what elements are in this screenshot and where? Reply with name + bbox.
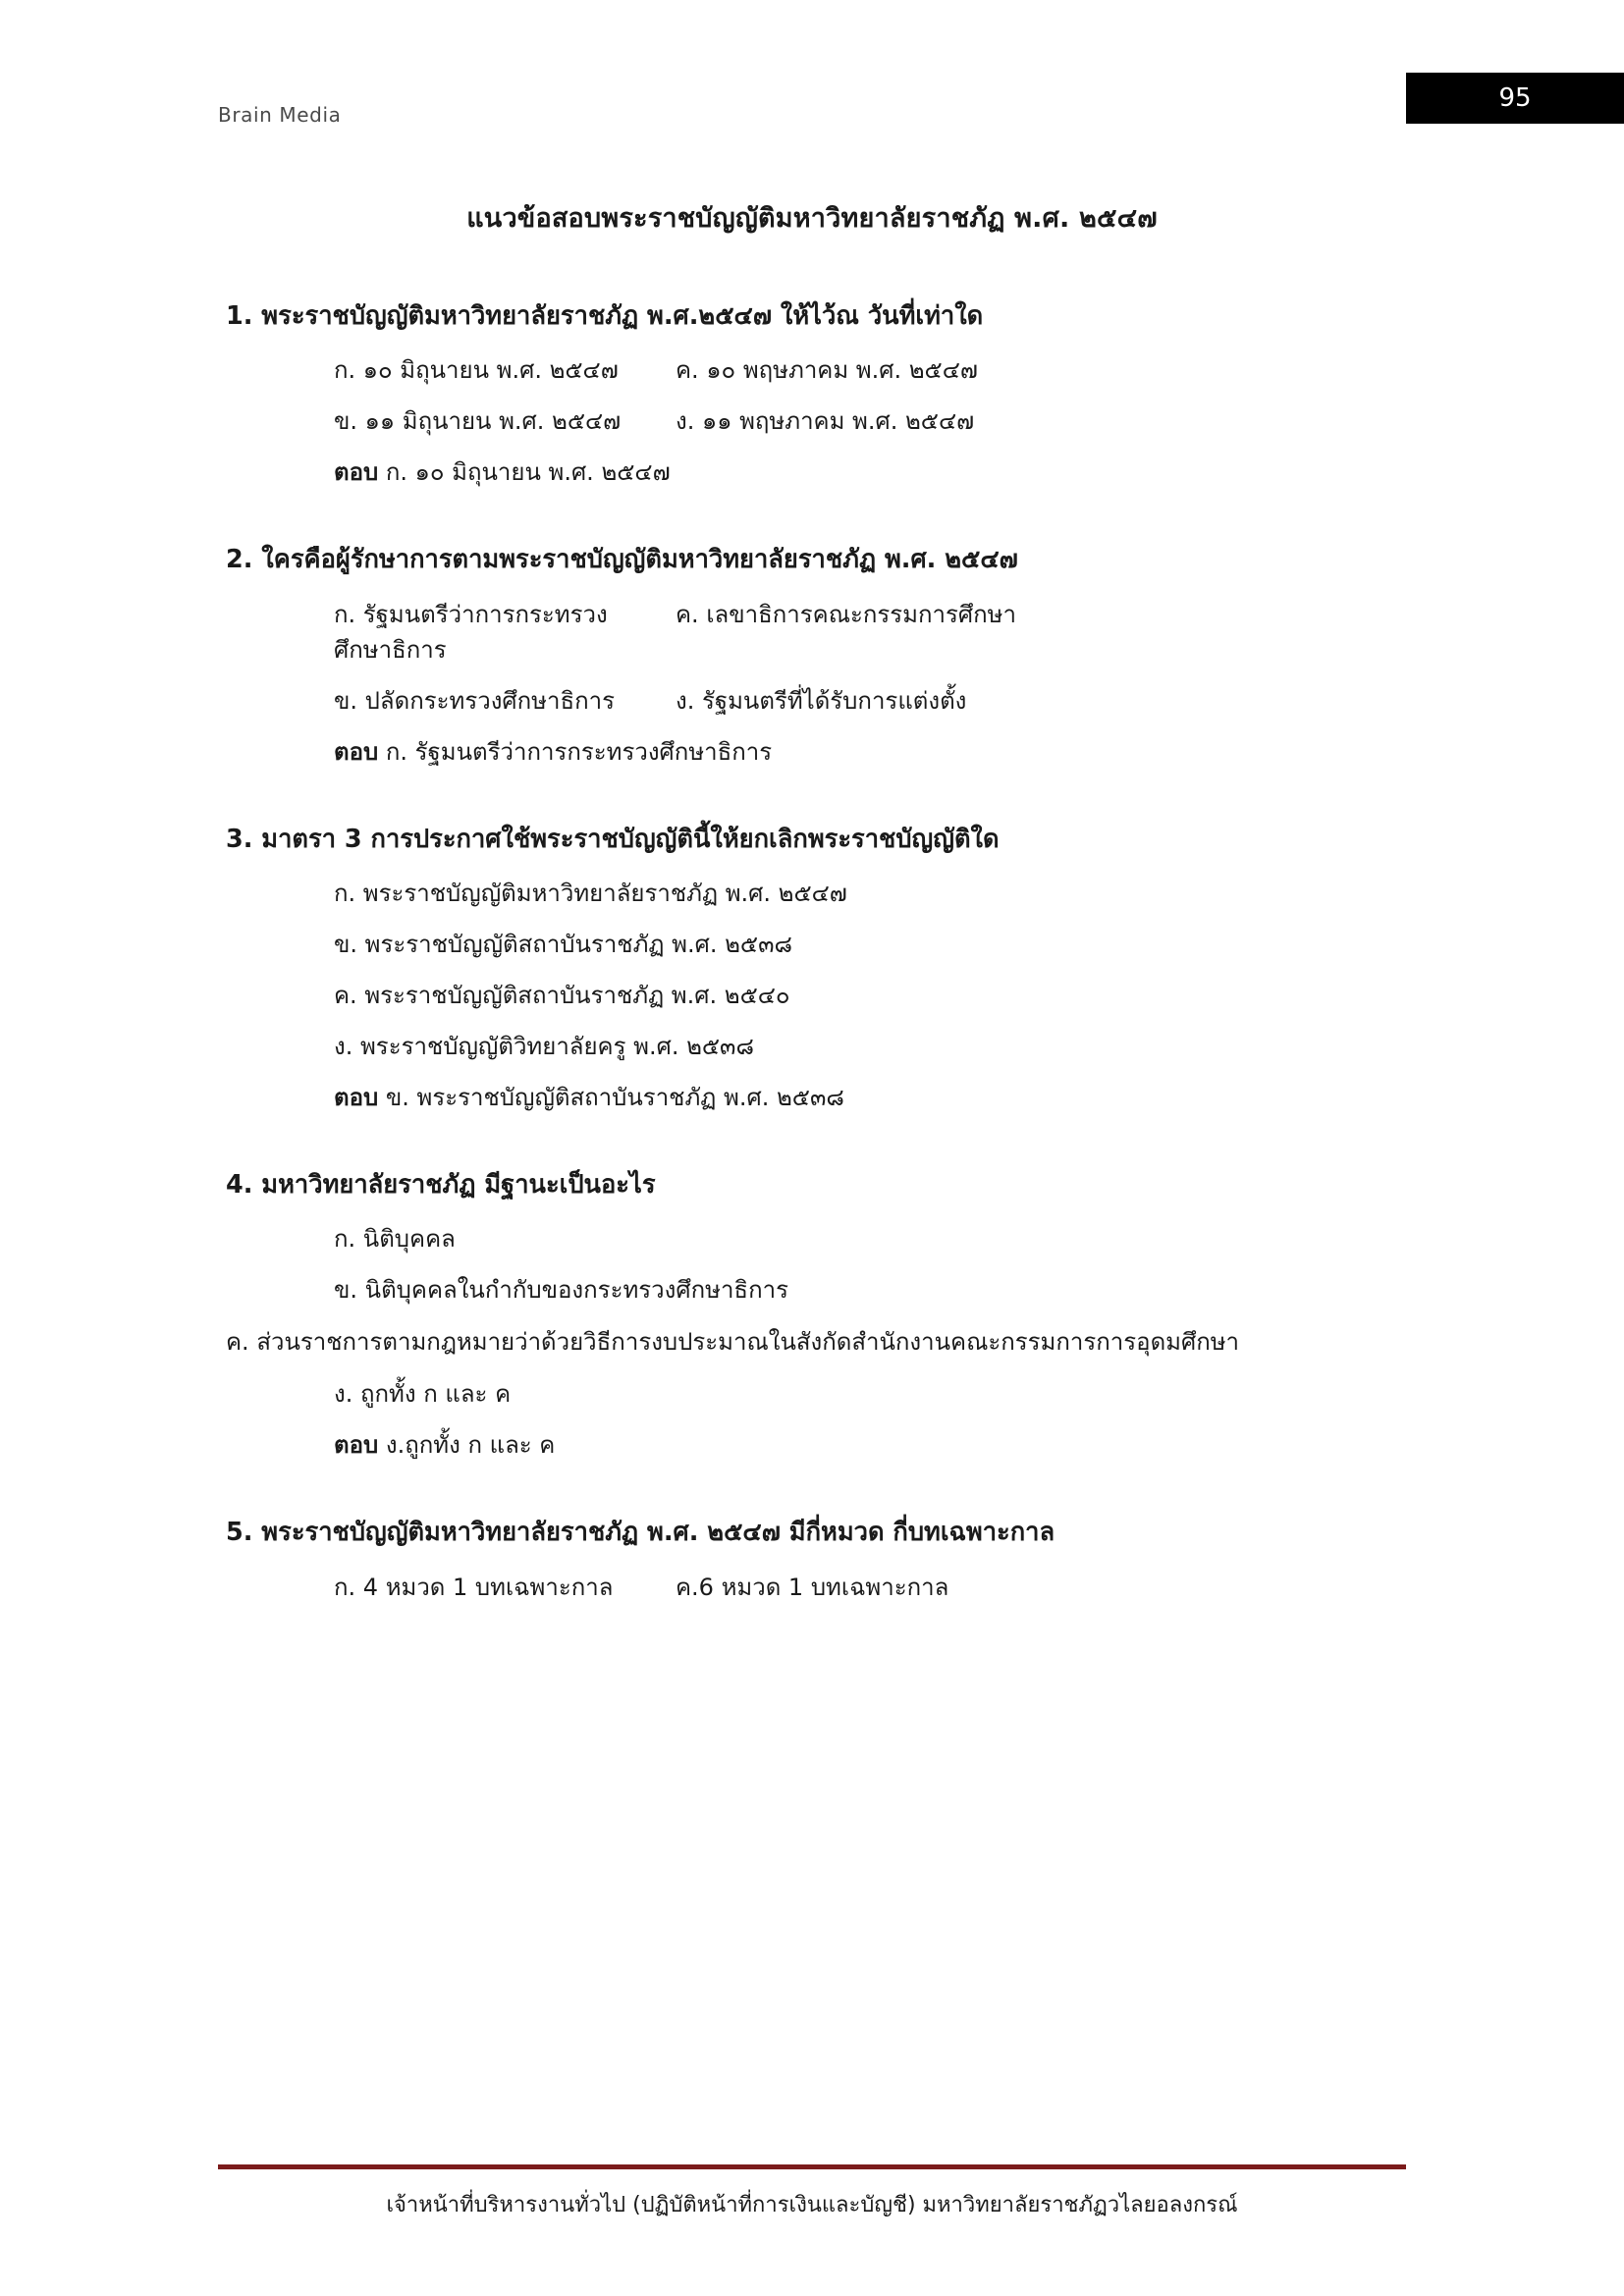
choice-row [226, 597, 1398, 667]
choice-option[interactable]: ง. ๑๑ พฤษภาคม พ.ศ. ๒๕๔๗ [676, 407, 975, 436]
choice-list [226, 1570, 1398, 1605]
choice-option[interactable]: ก. 4 หมวด 1 บทเฉพาะกาล [334, 1573, 614, 1601]
answer-text: ก. ๑๐ มิถุนายน พ.ศ. ๒๕๔๗ [378, 458, 671, 487]
choice-row [226, 352, 1398, 388]
question-block [226, 821, 1398, 1115]
question-text: 1. พระราชบัญญัติมหาวิทยาลัยราชภัฏ พ.ศ.๒๕๔๗ ให้ไว้ณ วันที่เท่าใด [226, 301, 984, 331]
question-text: 3. มาตรา 3 การประกาศใช้พระราชบัญญัตินี้ให้ยกเลิกพระราชบัญญัติใด [226, 824, 1000, 854]
choice-list [226, 876, 1398, 1064]
question-block [226, 1514, 1398, 1604]
choice-list [226, 352, 1398, 439]
choice-option[interactable]: ง. ถูกทั้ง ก และ ค [334, 1380, 512, 1409]
choice-option[interactable]: ข. นิติบุคคลในกำกับของกระทรวงศึกษาธิการ [334, 1276, 788, 1304]
question-text: 4. มหาวิทยาลัยราชภัฏ มีฐานะเป็นอะไร [226, 1169, 656, 1200]
choice-option[interactable]: ข. พระราชบัญญัติสถาบันราชภัฏ พ.ศ. ๒๕๓๘ [334, 930, 793, 958]
question-block [226, 297, 1398, 490]
choice-row [226, 403, 1398, 439]
page-title: แนวข้อสอบพระราชบัญญัติมหาวิทยาลัยราชภัฏ พ.ศ. ๒๕๔๗ [466, 203, 1158, 234]
choice-option[interactable]: ค.6 หมวด 1 บทเฉพาะกาล [676, 1573, 949, 1601]
brand-label: Brain Media [218, 103, 342, 127]
question-text: 5. พระราชบัญญัติมหาวิทยาลัยราชภัฏ พ.ศ. ๒๕๔๗ มีกี่หมวด กี่บทเฉพาะกาล [226, 1518, 1056, 1548]
choice-option[interactable]: ง. รัฐมนตรีที่ได้รับการแต่งตั้ง [676, 686, 967, 715]
choice-row [226, 1570, 1398, 1605]
choice-option[interactable]: ก. รัฐมนตรีว่าการกระทรวงศึกษาธิการ [334, 600, 608, 664]
choice-option[interactable]: ค. ๑๐ พฤษภาคม พ.ศ. ๒๕๔๗ [676, 356, 978, 385]
choice-list [226, 1221, 1398, 1412]
choice-option[interactable]: ค. พระราชบัญญัติสถาบันราชภัฏ พ.ศ. ๒๕๔๐ [334, 981, 790, 1009]
choice-row [226, 683, 1398, 719]
answer-label: ตอบ [334, 458, 379, 487]
answer-text: ข. พระราชบัญญัติสถาบันราชภัฏ พ.ศ. ๒๕๓๘ [378, 1083, 844, 1111]
page-footer [218, 2164, 1406, 2221]
page-number-badge: 95 [1406, 73, 1624, 124]
question-block [226, 541, 1398, 769]
choice-option[interactable]: ข. ปลัดกระทรวงศึกษาธิการ [334, 686, 616, 715]
answer-line [226, 454, 1398, 490]
choice-option[interactable]: ข. ๑๑ มิถุนายน พ.ศ. ๒๕๔๗ [334, 407, 622, 436]
answer-line [226, 734, 1398, 770]
choice-option[interactable]: ค. ส่วนราชการตามกฎหมายว่าด้วยวิธีการงบประมาณในสังกัดสำนักงานคณะกรรมการการอุดมศึกษา [226, 1328, 1240, 1356]
answer-text: ง.ถูกทั้ง ก และ ค [378, 1431, 556, 1460]
choice-option[interactable]: ก. นิติบุคคล [334, 1225, 456, 1253]
footer-divider [218, 2164, 1406, 2169]
document-content [0, 177, 1624, 1656]
question-text: 2. ใครคือผู้รักษาการตามพระราชบัญญัติมหาวิทยาลัยราชภัฏ พ.ศ. ๒๕๔๗ [226, 545, 1018, 575]
page-header [0, 0, 1624, 157]
answer-label: ตอบ [334, 1431, 379, 1460]
answer-line [226, 1427, 1398, 1463]
question-block [226, 1166, 1398, 1464]
answer-line [226, 1080, 1398, 1115]
footer-text: เจ้าหน้าที่บริหารงานทั่วไป (ปฏิบัติหน้าที่การเงินและบัญชี) มหาวิทยาลัยราชภัฏวไลยอลงกรณ์ [386, 2193, 1238, 2217]
answer-label: ตอบ [334, 1083, 379, 1111]
answer-text: ก. รัฐมนตรีว่าการกระทรวงศึกษาธิการ [378, 737, 773, 766]
choice-option[interactable]: ง. พระราชบัญญัติวิทยาลัยครู พ.ศ. ๒๕๓๘ [334, 1032, 754, 1060]
choice-option[interactable]: ก. พระราชบัญญัติมหาวิทยาลัยราชภัฏ พ.ศ. ๒๕๔๗ [334, 879, 847, 907]
choice-list [226, 597, 1398, 719]
choice-option[interactable]: ก. ๑๐ มิถุนายน พ.ศ. ๒๕๔๗ [334, 356, 619, 385]
choice-option[interactable]: ค. เลขาธิการคณะกรรมการศึกษา [676, 600, 1016, 628]
answer-label: ตอบ [334, 737, 379, 766]
